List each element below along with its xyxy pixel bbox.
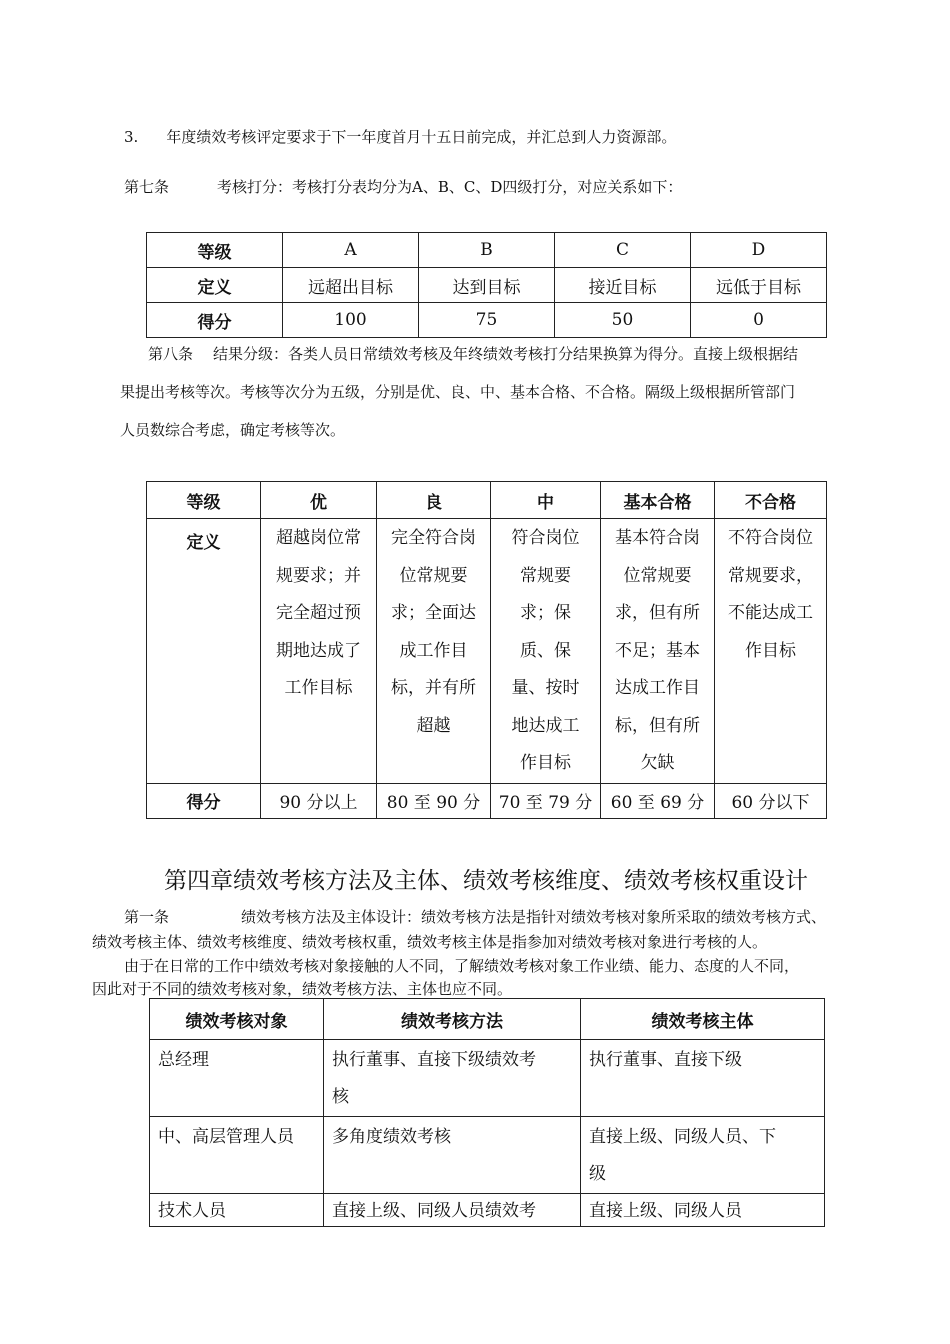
article-8-label: 第八条 xyxy=(148,345,194,363)
ch4-paragraph-line1: 由于在日常的工作中绩效考核对象接触的人不同，了解绩效考核对象工作业绩、能力、态度的人不同， xyxy=(124,957,800,975)
cell-line: 工作目标 xyxy=(284,678,353,698)
table-header: B xyxy=(419,233,555,268)
table-cell: 50 xyxy=(555,303,691,338)
chapter-heading xyxy=(164,862,808,895)
table-row xyxy=(150,1194,825,1227)
cell-line: 超越岗位常 xyxy=(276,528,361,548)
para-3-text: 年度绩效考核评定要求于下一年度首月十五日前完成，并汇总到人力资源部。 xyxy=(166,128,677,146)
grade-score-table xyxy=(146,232,827,338)
cell-line: 直接上级、同级人员、下 xyxy=(589,1127,776,1147)
cell-line: 位常规要 xyxy=(623,565,692,586)
cell-line: 级 xyxy=(589,1164,606,1184)
table-cell: 接近目标 xyxy=(555,268,691,303)
article-8-line2: 果提出考核等次。考核等次分为五级，分别是优、良、中、基本合格、不合格。隔级上级根据所管部门 xyxy=(120,383,796,401)
table-cell: 90 分以上 xyxy=(261,783,377,818)
table-row xyxy=(147,482,827,519)
cell-line: 求；全面达 xyxy=(391,603,476,623)
table-cell xyxy=(261,519,377,784)
row-label-definition: 定义 xyxy=(147,519,261,784)
cell-line: 不符合岗位 xyxy=(728,528,813,548)
table-cell xyxy=(377,519,491,784)
ch4-article-1-line1 xyxy=(124,906,826,928)
table-header: 绩效考核主体 xyxy=(581,999,825,1040)
table-row xyxy=(150,999,825,1040)
table-cell: 总经理 xyxy=(150,1040,324,1117)
grade-level-table xyxy=(146,481,827,819)
cell-line: 不足；基本 xyxy=(615,640,700,661)
table-cell: 远低于目标 xyxy=(691,268,827,303)
table-cell xyxy=(581,1194,825,1227)
table-cell: 达到目标 xyxy=(419,268,555,303)
table-cell xyxy=(324,1194,581,1227)
table-row xyxy=(147,303,827,338)
article-7 xyxy=(124,176,682,198)
cell-line: 直接上级、同级人员 xyxy=(589,1201,742,1221)
cell-line: 作目标 xyxy=(745,640,796,661)
table-header: D xyxy=(691,233,827,268)
article-8-line3: 人员数综合考虑，确定考核等次。 xyxy=(120,421,346,439)
assessment-method-table xyxy=(149,998,825,1227)
cell-line: 常规要 xyxy=(520,565,571,586)
table-cell: 100 xyxy=(283,303,419,338)
article-7-text: 考核打分：考核打分表均分为A、B、C、D四级打分，对应关系如下： xyxy=(217,178,683,196)
cell-line: 地达成工 xyxy=(511,715,580,736)
cell-line: 标，并有所 xyxy=(391,678,476,698)
ch4-paragraph-line2: 因此对于不同的绩效考核对象，绩效考核方法、主体也应不同。 xyxy=(92,980,513,998)
article-8-text: 结果分级：各类人员日常绩效考核及年终绩效考核打分结果换算为得分。直接上级根据结 xyxy=(213,345,799,363)
ch4-article-1-label: 第一条 xyxy=(124,908,170,926)
cell-line: 达成工作目 xyxy=(615,678,700,698)
cell-line: 质、保 xyxy=(520,640,571,661)
ch4-article-1-text: 绩效考核方法及主体设计：绩效考核方法是指针对绩效考核对象所采取的绩效考核方式、 xyxy=(241,908,827,926)
chapter-title: 绩效考核方法及主体、绩效考核维度、绩效考核权重设计 xyxy=(233,868,808,894)
table-cell xyxy=(715,519,827,784)
table-cell xyxy=(491,519,601,784)
cell-line: 位常规要 xyxy=(399,565,468,586)
table-row xyxy=(147,783,827,818)
ch4-article-1-line2: 绩效考核主体、绩效考核维度、绩效考核权重，绩效考核主体是指参加对绩效考核对象进行考核的人。 xyxy=(92,933,768,951)
table-cell: 技术人员 xyxy=(150,1194,324,1227)
table-cell: 75 xyxy=(419,303,555,338)
cell-line: 直接上级、同级人员绩效考 xyxy=(332,1201,536,1221)
chapter-number: 第四章 xyxy=(164,868,233,894)
cell-line: 完全符合岗 xyxy=(391,528,476,548)
table-cell: 60 至 69 分 xyxy=(601,783,715,818)
cell-line: 执行董事、直接下级绩效考 xyxy=(332,1050,536,1070)
table-row xyxy=(147,233,827,268)
table-cell xyxy=(324,1117,581,1194)
cell-line: 核 xyxy=(332,1087,349,1107)
table-row xyxy=(150,1040,825,1117)
table-header: 中 xyxy=(491,482,601,519)
para-3 xyxy=(124,126,676,148)
table-header: 绩效考核方法 xyxy=(324,999,581,1040)
table-cell: 70 至 79 分 xyxy=(491,783,601,818)
table-cell xyxy=(324,1040,581,1117)
cell-line: 欠缺 xyxy=(640,753,675,773)
table-cell: 中、高层管理人员 xyxy=(150,1117,324,1194)
table-cell xyxy=(581,1040,825,1117)
cell-line: 符合岗位 xyxy=(511,528,580,548)
table-header: 等级 xyxy=(147,482,261,519)
table-header: 良 xyxy=(377,482,491,519)
cell-line: 多角度绩效考核 xyxy=(332,1127,451,1147)
table-header: 优 xyxy=(261,482,377,519)
table-header: A xyxy=(283,233,419,268)
article-8-line1 xyxy=(148,343,798,365)
table-header: 不合格 xyxy=(715,482,827,519)
table-cell xyxy=(601,519,715,784)
cell-line: 求，但有所 xyxy=(615,603,700,623)
cell-line: 执行董事、直接下级 xyxy=(589,1050,742,1070)
table-cell xyxy=(581,1117,825,1194)
cell-line: 不能达成工 xyxy=(728,603,813,623)
table-row xyxy=(147,268,827,303)
table-row xyxy=(147,519,827,784)
article-7-label: 第七条 xyxy=(124,178,170,196)
cell-line: 求；保 xyxy=(520,603,571,623)
table-header: C xyxy=(555,233,691,268)
table-header: 等级 xyxy=(147,233,283,268)
table-header: 绩效考核对象 xyxy=(150,999,324,1040)
cell-line: 量、按时 xyxy=(511,678,580,698)
para-3-number: 3. xyxy=(124,128,139,146)
table-header: 基本合格 xyxy=(601,482,715,519)
row-label-score: 得分 xyxy=(147,303,283,338)
cell-line: 作目标 xyxy=(520,753,571,773)
table-row xyxy=(150,1117,825,1194)
cell-line: 完全超过预 xyxy=(276,603,361,623)
cell-line: 成工作目 xyxy=(399,640,468,661)
cell-line: 标，但有所 xyxy=(615,715,700,736)
table-cell: 0 xyxy=(691,303,827,338)
row-label-score: 得分 xyxy=(147,783,261,818)
cell-line: 基本符合岗 xyxy=(615,528,700,548)
row-label-definition: 定义 xyxy=(147,268,283,303)
table-cell: 远超出目标 xyxy=(283,268,419,303)
cell-line: 规要求；并 xyxy=(276,565,361,586)
cell-line: 常规要求， xyxy=(728,565,813,586)
table-cell: 60 分以下 xyxy=(715,783,827,818)
cell-line: 超越 xyxy=(416,715,451,736)
cell-line: 期地达成了 xyxy=(276,640,361,661)
table-cell: 80 至 90 分 xyxy=(377,783,491,818)
